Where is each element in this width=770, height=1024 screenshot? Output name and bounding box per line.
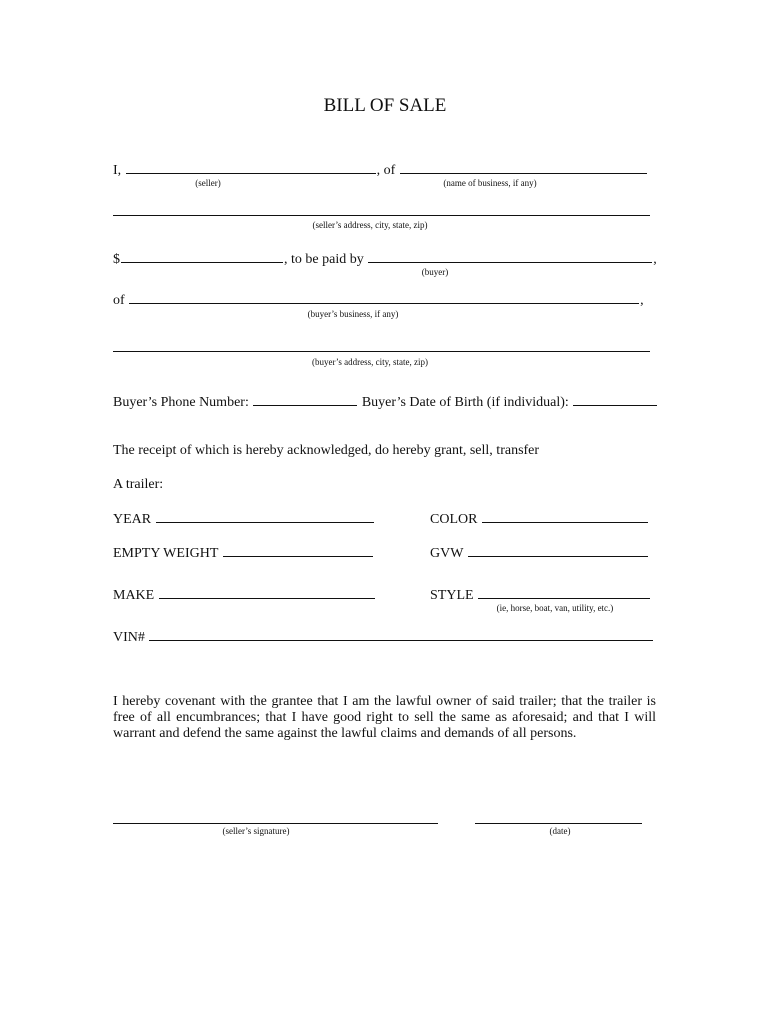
- buyer-phone-field[interactable]: [253, 393, 357, 406]
- price-line-comma: ,: [653, 252, 657, 267]
- seller-address-field[interactable]: [113, 215, 650, 216]
- seller-business-field[interactable]: [400, 161, 647, 174]
- empty-weight-label: EMPTY WEIGHT: [113, 546, 222, 561]
- seller-name-field[interactable]: [126, 161, 376, 174]
- phone-dob-line: [113, 393, 658, 411]
- buyer-of-label: of: [113, 293, 129, 308]
- buyer-dob-label: Buyer’s Date of Birth (if individual):: [358, 395, 573, 410]
- style-field[interactable]: [478, 586, 650, 599]
- seller-line: [113, 161, 648, 179]
- buyer-business-comma: ,: [640, 293, 644, 308]
- make-line: [113, 586, 376, 604]
- date-caption: (date): [549, 826, 571, 836]
- gvw-label: GVW: [430, 546, 467, 561]
- vin-label: VIN#: [113, 630, 149, 645]
- style-caption: (ie, horse, boat, van, utility, etc.): [496, 603, 614, 613]
- seller-of-label: , of: [376, 163, 399, 178]
- buyer-name-field[interactable]: [368, 250, 652, 263]
- buyer-business-caption: (buyer’s business, if any): [307, 309, 399, 319]
- empty-weight-line: [113, 544, 374, 562]
- dollar-sign: $: [113, 252, 120, 267]
- seller-prefix: I,: [113, 163, 125, 178]
- buyer-caption: (buyer): [421, 267, 449, 277]
- buyer-address-caption: (buyer’s address, city, state, zip): [312, 357, 428, 367]
- receipt-text: The receipt of which is hereby acknowledged, do hereby grant, sell, transfer: [113, 443, 540, 458]
- seller-signature-field[interactable]: [113, 823, 438, 824]
- buyer-business-line: [113, 291, 644, 309]
- buyer-address-field[interactable]: [113, 351, 650, 352]
- date-field[interactable]: [475, 823, 642, 824]
- business-caption: (name of business, if any): [443, 178, 537, 188]
- gvw-line: [430, 544, 649, 562]
- year-label: YEAR: [113, 512, 155, 527]
- seller-address-caption: (seller’s address, city, state, zip): [312, 220, 428, 230]
- color-label: COLOR: [430, 512, 481, 527]
- empty-weight-field[interactable]: [223, 544, 373, 557]
- page-title: BILL OF SALE: [323, 95, 447, 116]
- price-line: [113, 250, 657, 268]
- covenant-paragraph: I hereby covenant with the grantee that I am the lawful owner of said trailer; that the trailer is free of all encumbrances; that I have good right to sell the same as aforesaid; and that I will warrant and defend the same against the lawful claims and demands of all persons.: [113, 694, 656, 741]
- style-label: STYLE: [430, 588, 478, 603]
- price-field[interactable]: [121, 250, 283, 263]
- seller-signature-caption: (seller’s signature): [222, 826, 290, 836]
- make-field[interactable]: [159, 586, 375, 599]
- make-label: MAKE: [113, 588, 158, 603]
- buyer-business-field[interactable]: [129, 291, 639, 304]
- style-line: [430, 586, 651, 604]
- year-field[interactable]: [156, 510, 374, 523]
- buyer-phone-label: Buyer’s Phone Number:: [113, 395, 253, 410]
- seller-caption: (seller): [195, 178, 221, 188]
- to-be-paid-by-label: , to be paid by: [284, 252, 368, 267]
- color-line: [430, 510, 649, 528]
- vin-field[interactable]: [149, 628, 653, 641]
- buyer-dob-field[interactable]: [573, 393, 657, 406]
- trailer-label: A trailer:: [113, 477, 164, 492]
- gvw-field[interactable]: [468, 544, 648, 557]
- color-field[interactable]: [482, 510, 648, 523]
- year-line: [113, 510, 375, 528]
- vin-line: [113, 628, 654, 646]
